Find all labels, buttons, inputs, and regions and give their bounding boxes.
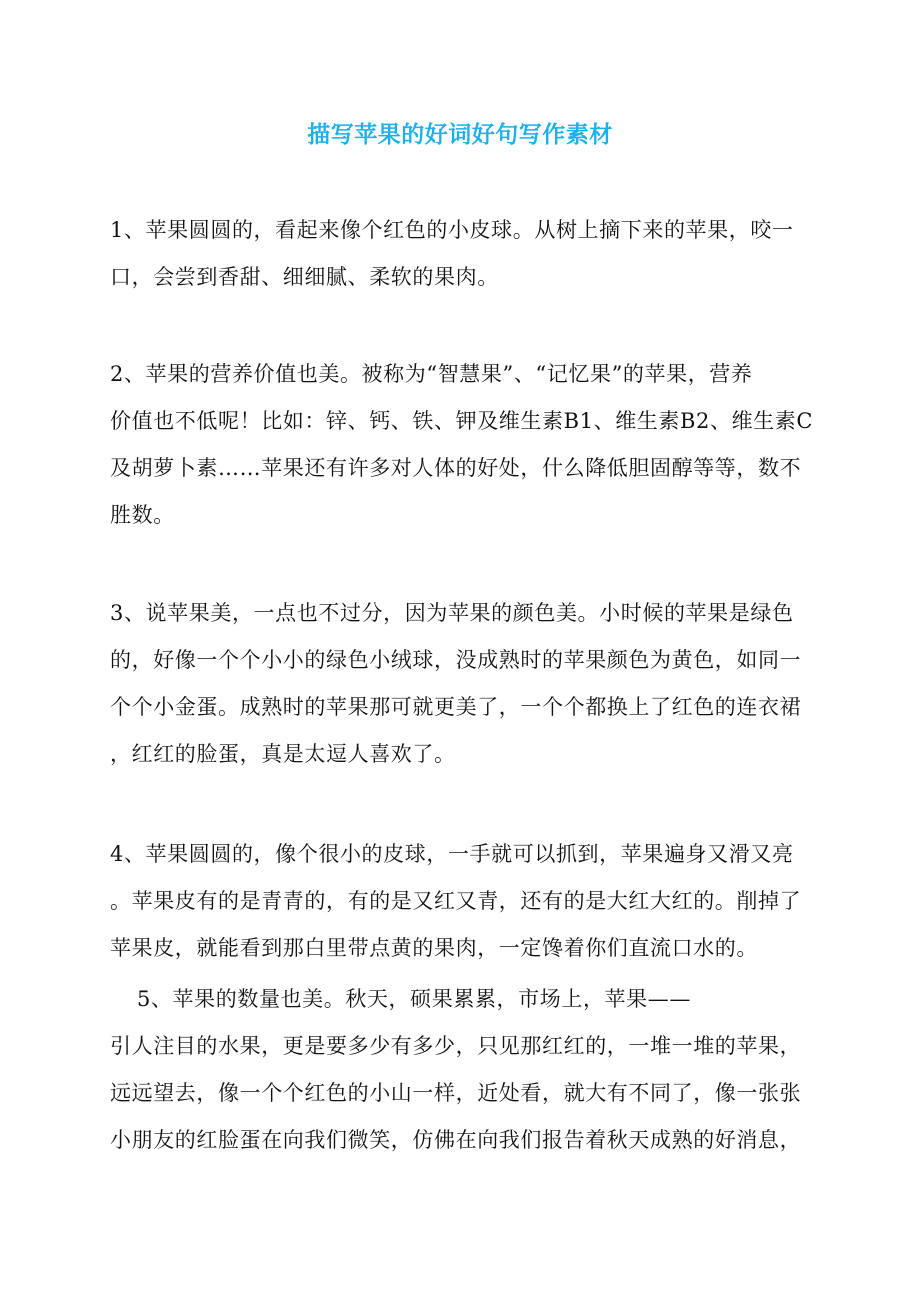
paragraph-line: 引人注目的水果，更是要多少有多少，只见那红红的，一堆一堆的苹果， [110, 1034, 802, 1058]
paragraph-line: 4、苹果圆圆的，像个很小的皮球，一手就可以抓到，苹果遍身又滑又亮 [110, 842, 794, 866]
paragraph-line: 个个小金蛋。成熟时的苹果那可就更美了，一个个都换上了红色的连衣裙 [110, 695, 802, 719]
document-title: 描写苹果的好词好句写作素材 [307, 122, 613, 148]
paragraph-line: 的，好像一个个小小的绿色小绒球，没成熟时的苹果颜色为黄色，如同一 [110, 648, 802, 672]
paragraph-1 [110, 207, 830, 301]
paragraph-4 [110, 831, 830, 972]
paragraph-line: 远远望去，像一个个红色的小山一样，近处看，就大有不同了，像一张张 [110, 1081, 802, 1105]
paragraph-line: 苹果皮，就能看到那白里带点黄的果肉，一定馋着你们直流口水的。 [110, 936, 758, 960]
paragraph-line: 胜数。 [110, 503, 175, 527]
paragraph-line: 。苹果皮有的是青青的，有的是又红又青，还有的是大红大红的。削掉了 [110, 889, 802, 913]
paragraph-line: 及胡萝卜素……苹果还有许多对人体的好处，什么降低胆固醇等等，数不 [110, 456, 802, 480]
paragraph-line: 3、说苹果美，一点也不过分，因为苹果的颜色美。小时候的苹果是绿色 [110, 601, 794, 625]
paragraph-line: 价值也不低呢！比如：锌、钙、铁、钾及维生素B1、维生素B2、维生素C [110, 409, 814, 433]
paragraph-line: 口，会尝到香甜、细细腻、柔软的果肉。 [110, 265, 499, 289]
paragraph-line: 小朋友的红脸蛋在向我们微笑，仿佛在向我们报告着秋天成熟的好消息， [110, 1128, 802, 1152]
paragraph-3 [110, 590, 830, 778]
paragraph-2 [110, 351, 830, 539]
paragraph-5 [110, 976, 830, 1164]
paragraph-line: ，红红的脸蛋，真是太逗人喜欢了。 [110, 742, 456, 766]
paragraph-line: 5、苹果的数量也美。秋天，硕果累累，市场上，苹果—— [137, 987, 691, 1011]
paragraph-line: 1、苹果圆圆的，看起来像个红色的小皮球。从树上摘下来的苹果，咬一 [110, 218, 794, 242]
paragraph-line: 2、苹果的营养价值也美。被称为“智慧果”、“记忆果”的苹果，营养 [110, 362, 753, 386]
